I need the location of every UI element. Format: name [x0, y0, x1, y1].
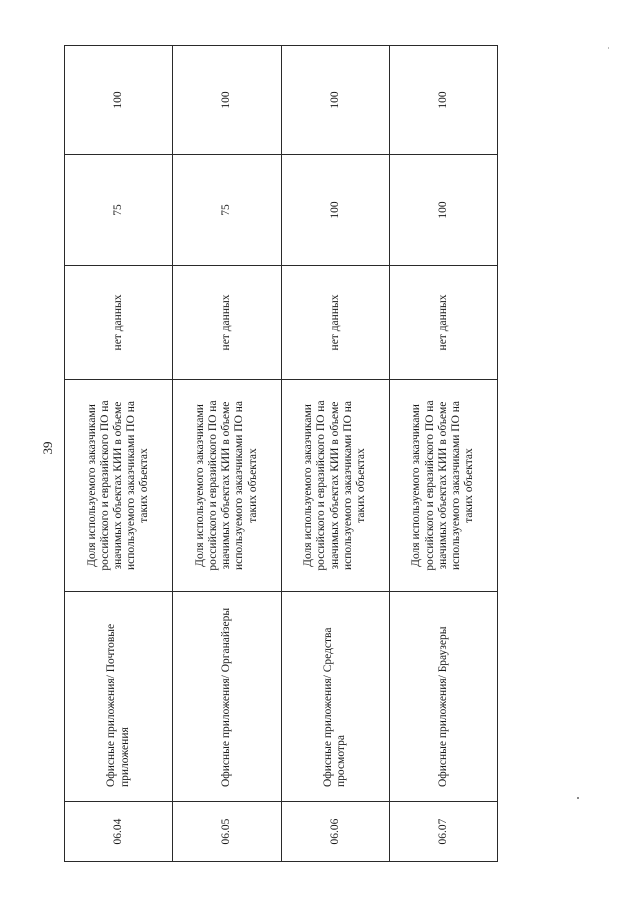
row-base-value: нет данных [65, 266, 173, 380]
scan-mark [577, 797, 579, 799]
row-value-2: 100 [389, 46, 497, 155]
row-code: 06.06 [281, 802, 389, 862]
row-name: Офисные приложения/ Почтовые приложения [65, 592, 173, 802]
row-code: 06.07 [389, 802, 497, 862]
indicator-table-frame [64, 46, 498, 862]
row-value-2: 100 [65, 46, 173, 155]
scan-mark [608, 47, 609, 49]
row-name: Офисные приложения/ Браузеры [389, 592, 497, 802]
row-value-1: 100 [281, 155, 389, 266]
row-value-2: 100 [173, 46, 281, 155]
row-indicator: Доля используемого заказчиками российского и евразийского ПО на значимых объектах КИИ в объеме используемого заказчиками ПО на таких объектах [173, 380, 281, 592]
row-base-value: нет данных [281, 266, 389, 380]
row-value-1: 75 [173, 155, 281, 266]
row-code: 06.05 [173, 802, 281, 862]
table-row [65, 46, 173, 862]
row-code: 06.04 [65, 802, 173, 862]
row-value-1: 100 [389, 155, 497, 266]
row-base-value: нет данных [389, 266, 497, 380]
row-indicator: Доля используемого заказчиками российского и евразийского ПО на значимых объектах КИИ в объеме используемого заказчиками ПО на таких объектах [65, 380, 173, 592]
table-row [389, 46, 497, 862]
indicator-table [64, 45, 498, 862]
table-row [281, 46, 389, 862]
table-row [173, 46, 281, 862]
row-value-1: 75 [65, 155, 173, 266]
row-name: Офисные приложения/ Органайзеры [173, 592, 281, 802]
row-name: Офисные приложения/ Средства просмотра [281, 592, 389, 802]
row-indicator: Доля используемого заказчиками российского и евразийского ПО на значимых объектах КИИ в объеме используемого заказчиками ПО на таких объектах [281, 380, 389, 592]
row-indicator: Доля используемого заказчиками российского и евразийского ПО на значимых объектах КИИ в объеме используемого заказчиками ПО на таких объектах [389, 380, 497, 592]
page-number: 39 [40, 441, 55, 455]
row-value-2: 100 [281, 46, 389, 155]
row-base-value: нет данных [173, 266, 281, 380]
